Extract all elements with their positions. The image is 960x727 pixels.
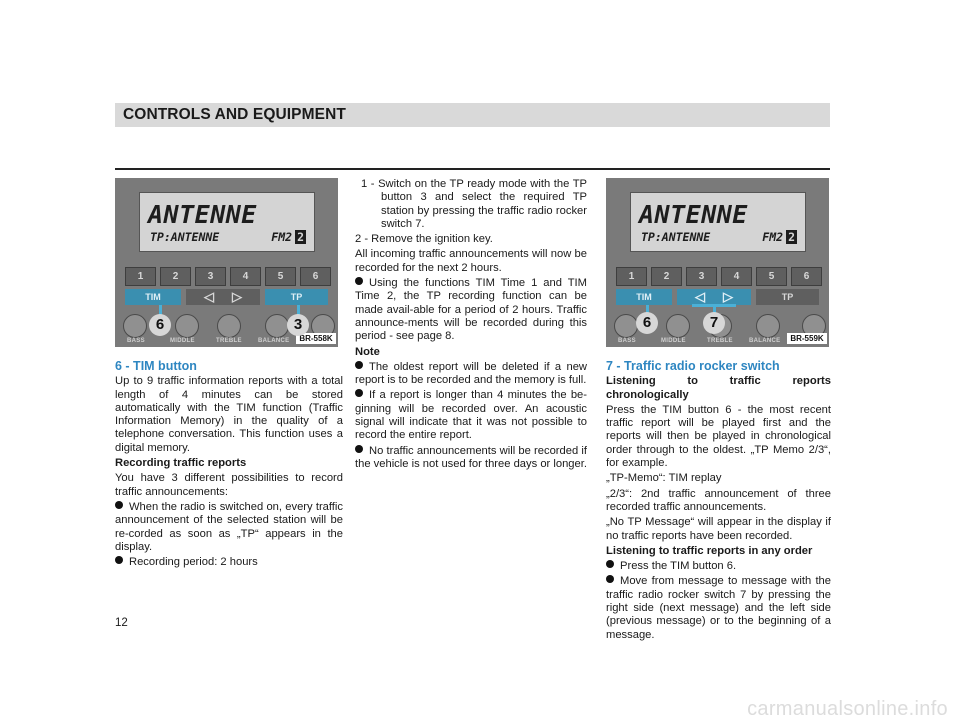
numbered-item: 2 - Remove the ignition key. — [355, 233, 493, 246]
bullet-item: Using the functions TIM Time 1 and TIM Time 2, the TP recording function can be made avail-able for a period of 2 hours. Traffic announce-ments will be recorded during this period - see page 8. — [355, 277, 587, 343]
tp-button: TP — [756, 289, 819, 305]
heading-tim-button: 6 - TIM button — [115, 359, 197, 373]
tp-button: TP — [265, 289, 328, 305]
column-3 — [606, 360, 831, 644]
knob-middle — [175, 314, 199, 338]
preset-button-6: 6 — [300, 267, 331, 286]
display-band: FM2 2 — [762, 230, 795, 244]
rocker-left-icon: ◁ — [694, 289, 705, 304]
bullet-icon — [355, 277, 363, 285]
display-band: FM2 2 — [271, 230, 304, 244]
bullet-item: Move from message to message with the traffic radio rocker switch 7 by pressing the right side (next message) and the left side (previous message) or to the beginning of a message. — [606, 575, 831, 641]
bullet-icon — [355, 361, 363, 369]
knob-balance — [265, 314, 289, 338]
bullet-icon — [115, 556, 123, 564]
callout-7: 7 — [703, 312, 725, 334]
note-label: Note — [355, 345, 380, 358]
preset-button-1: 1 — [125, 267, 156, 286]
numbered-item: 1 - Switch on the TP ready mode with the TP button 3 and select the required TP station by pressing the traffic radio rocker switch 7. — [361, 178, 587, 230]
paragraph: „2/3“: 2nd traffic announcement of three recorded traffic announcements. — [606, 487, 831, 513]
preset-button-3: 3 — [686, 267, 717, 286]
subheading: Listening to traffic reports chronologically — [606, 375, 831, 401]
rocker-switch — [186, 289, 260, 305]
paragraph: All incoming traffic announcements will now be recorded for the next 2 hours. — [355, 248, 587, 274]
preset-button-1: 1 — [616, 267, 647, 286]
bullet-item: No traffic announcements will be recorded if the vehicle is not used for three days or longer. — [355, 444, 587, 470]
bullet-icon — [115, 501, 123, 509]
paragraph: „No TP Message“ will appear in the display if no traffic reports have been recorded. — [606, 516, 831, 542]
rocker-right-icon: ▷ — [723, 289, 734, 304]
rocker-right-icon: ▷ — [232, 289, 243, 304]
radio-figure-1 — [115, 178, 338, 347]
bullet-item: If a report is longer than 4 minutes the be-ginning will be recorded over. An acoustic signal will indicate that it was not possible to record the entire report. — [355, 389, 587, 442]
knob-label-balance: BALANCE — [258, 338, 290, 344]
radio-figure-2 — [606, 178, 829, 347]
display-tp: TP:ANTENNE — [641, 230, 711, 244]
display-station: ANTENNE — [639, 200, 748, 229]
paragraph: You have 3 different possibilities to record traffic announcements: — [115, 472, 343, 498]
subheading: Listening to traffic reports in any order — [606, 544, 813, 557]
paragraph: „TP-Memo“: TIM replay — [606, 472, 722, 485]
preset-button-2: 2 — [651, 267, 682, 286]
bullet-icon — [606, 575, 614, 583]
page-number: 12 — [115, 617, 128, 629]
preset-button-4: 4 — [721, 267, 752, 286]
column-1 — [115, 360, 343, 571]
knob-label-balance: BALANCE — [749, 338, 781, 344]
knob-treble — [217, 314, 241, 338]
knob-label-middle: MIDDLE — [661, 338, 686, 344]
watermark: carmanualsonline.info — [747, 698, 948, 720]
display-tp: TP:ANTENNE — [150, 230, 220, 244]
bullet-item: When the radio is switched on, every traffic announcement of the selected station will be re-corded as soon as „TP“ appears in the display. — [115, 500, 343, 553]
preset-button-3: 3 — [195, 267, 226, 286]
rocker-switch — [677, 289, 751, 305]
preset-button-4: 4 — [230, 267, 261, 286]
bullet-icon — [355, 445, 363, 453]
knob-balance — [756, 314, 780, 338]
paragraph: Up to 9 traffic information reports with a total length of 4 minutes can be stored automatically with the TIM function (Traffic Information Memory) in the quality of a telephone conversation. This function uses a digital memory. — [115, 375, 343, 454]
tim-button: TIM — [125, 289, 181, 305]
knob-label-middle: MIDDLE — [170, 338, 195, 344]
callout-3: 3 — [287, 314, 309, 336]
preset-button-2: 2 — [160, 267, 191, 286]
knob-bass — [614, 314, 638, 338]
knob-label-treble: TREBLE — [707, 338, 733, 344]
callout-6: 6 — [149, 314, 171, 336]
knob-label-bass: BASS — [127, 338, 145, 344]
preset-button-5: 5 — [265, 267, 296, 286]
column-2 — [355, 178, 587, 473]
divider — [115, 168, 830, 170]
bullet-icon — [355, 389, 363, 397]
knob-middle — [666, 314, 690, 338]
preset-button-6: 6 — [791, 267, 822, 286]
paragraph: Press the TIM button 6 - the most recent traffic report will be played first and the reports will then be played in chronological order through to the oldest. „TP Memo 2/3“, for example. — [606, 403, 831, 470]
bullet-item: The oldest report will be deleted if a new report is to be recorded and the memory is full. — [355, 360, 587, 387]
figure-code: BR-558K — [296, 333, 336, 344]
display-station: ANTENNE — [148, 200, 257, 229]
subheading: Recording traffic reports — [115, 457, 247, 470]
rocker-left-icon: ◁ — [203, 289, 214, 304]
knob-label-treble: TREBLE — [216, 338, 242, 344]
bullet-item: Recording period: 2 hours — [115, 556, 343, 569]
tim-button: TIM — [616, 289, 672, 305]
section-title: CONTROLS AND EQUIPMENT — [123, 106, 346, 123]
bullet-item: Press the TIM button 6. — [606, 560, 831, 573]
radio-display — [139, 192, 315, 252]
figure-code: BR-559K — [787, 333, 827, 344]
heading-rocker-switch: 7 - Traffic radio rocker switch — [606, 359, 780, 373]
radio-display — [630, 192, 806, 252]
section-header — [115, 103, 830, 127]
knob-bass — [123, 314, 147, 338]
preset-button-5: 5 — [756, 267, 787, 286]
bullet-icon — [606, 560, 614, 568]
knob-label-bass: BASS — [618, 338, 636, 344]
callout-6: 6 — [636, 312, 658, 334]
